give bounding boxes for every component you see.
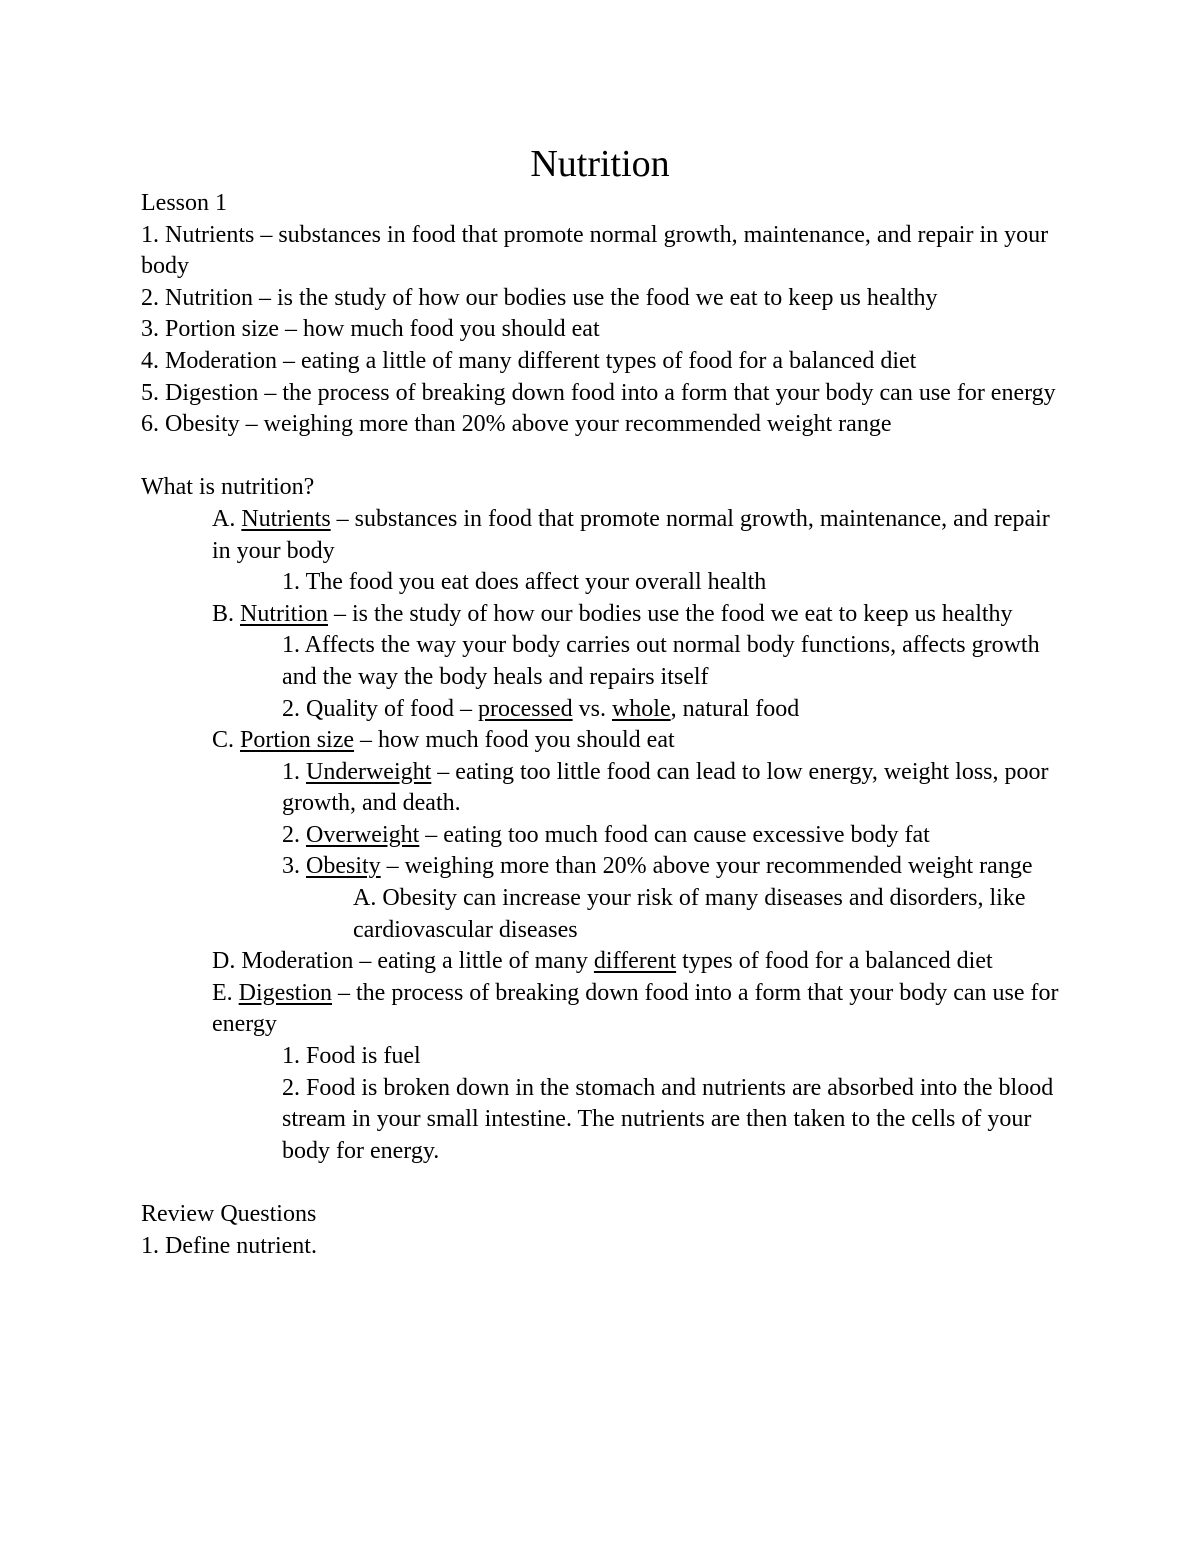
vocab-definition: the process of breaking down food into a form that your body can use for energy <box>282 379 1056 406</box>
outline-subitem: 1. Affects the way your body carries out normal body functions, affects growth and the way the body heals and repairs itself <box>282 632 1040 690</box>
vocab-item: 2. Nutrition – is the study of how our bodies use the food we eat to keep us healthy <box>141 284 938 311</box>
vocab-term: Digestion <box>165 379 259 406</box>
vocab-item: 4. Moderation – eating a little of many different types of food for a balanced diet <box>141 347 917 374</box>
vocab-item: 6. Obesity – weighing more than 20% above your recommended weight range <box>141 411 892 438</box>
review-question: 1. Define nutrient. <box>141 1232 317 1259</box>
outline-subitem: 1. Underweight – eating too little food can lead to low energy, weight loss, poor growth, and death. <box>282 758 1049 817</box>
underlined-word: different <box>593 948 677 975</box>
vocab-item: 1. Nutrients – substances in food that promote normal growth, maintenance, and repair in your body <box>141 221 1049 280</box>
outline-term: Obesity <box>306 853 381 880</box>
outline-term: Underweight <box>306 758 432 785</box>
lesson-heading: Lesson 1 <box>141 190 227 216</box>
outline-item-d: D. Moderation – eating a little of many different types of food for a balanced diet <box>212 948 993 975</box>
review-heading: Review Questions <box>141 1201 317 1227</box>
vocab-term: Nutrition <box>165 284 253 311</box>
outline-term: Overweight <box>306 821 420 848</box>
vocab-list <box>141 220 1071 441</box>
underlined-word: processed <box>477 695 573 722</box>
outline-term: Digestion <box>238 979 332 1006</box>
vocab-item: 3. Portion size – how much food you should eat <box>141 316 600 343</box>
outline-term: Nutrients <box>241 505 331 532</box>
outline-term: Portion size <box>240 727 355 754</box>
section-heading: What is nutrition? <box>141 474 315 501</box>
vocab-definition: how much food you should eat <box>303 316 600 343</box>
document-body <box>141 188 1071 1262</box>
vocab-definition: weighing more than 20% above your recommended weight range <box>263 411 892 438</box>
vocab-term: Moderation <box>165 347 277 374</box>
outline-subsubitem: A. Obesity can increase your risk of many diseases and disorders, like cardiovascular diseases <box>353 885 1026 943</box>
vocab-item: 5. Digestion – the process of breaking down food into a form that your body can use for energy <box>141 379 1056 406</box>
outline-subitem: 1. Food is fuel <box>282 1043 421 1070</box>
outline-item-e: E. Digestion – the process of breaking down food into a form that your body can use for energy <box>212 979 1059 1038</box>
vocab-term: Nutrients <box>165 221 255 248</box>
vocab-definition: eating a little of many different types of food for a balanced diet <box>300 347 917 374</box>
outline-item-a: A. Nutrients – substances in food that promote normal growth, maintenance, and repair in your body <box>212 505 1050 564</box>
outline-subitem: 2. Food is broken down in the stomach and nutrients are absorbed into the blood stream in your small intestine. The nutrients are then taken to the cells of your body for energy. <box>282 1074 1054 1164</box>
outline-subitem: 2. Quality of food – processed vs. whole, natural food <box>282 695 800 722</box>
vocab-definition: substances in food that promote normal growth, maintenance, and repair in your body <box>141 221 1049 280</box>
outline-item-c: C. Portion size – how much food you should eat <box>212 727 675 754</box>
outline-subitem: 1. The food you eat does affect your overall health <box>282 569 767 596</box>
vocab-definition: is the study of how our bodies use the food we eat to keep us healthy <box>277 284 938 311</box>
outline-subitem: 3. Obesity – weighing more than 20% above your recommended weight range <box>282 853 1033 880</box>
outline-term: Nutrition <box>240 600 329 627</box>
underlined-word: whole <box>611 695 671 722</box>
vocab-term: Portion size <box>165 316 279 343</box>
vocab-term: Obesity <box>165 411 240 438</box>
outline <box>141 504 1071 1167</box>
outline-subitem: 2. Overweight – eating too much food can cause excessive body fat <box>282 821 930 848</box>
outline-item-b: B. Nutrition – is the study of how our bodies use the food we eat to keep us healthy <box>212 600 1013 627</box>
page-title: Nutrition <box>530 143 670 185</box>
